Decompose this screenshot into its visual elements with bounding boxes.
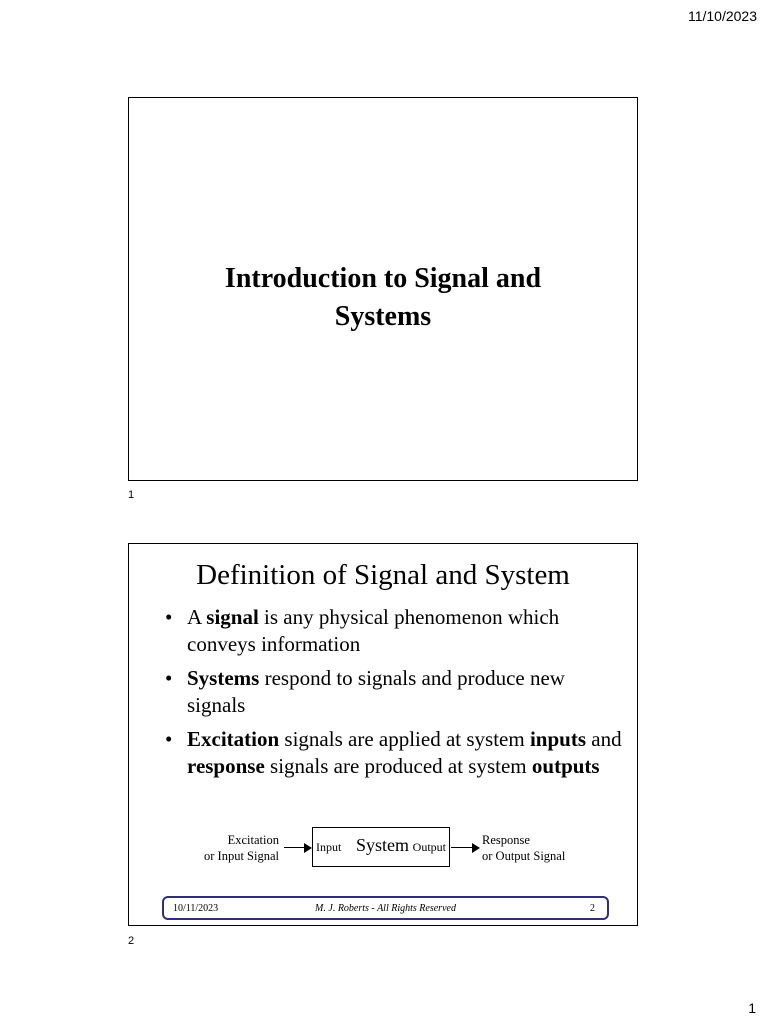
bullet-bold-text: inputs <box>529 727 586 751</box>
slide-1-title-line-1: Introduction to Signal and <box>224 263 542 294</box>
response-label-line-1: Response <box>482 833 530 847</box>
bullet-text: signals are produced at system <box>264 754 532 778</box>
slide-1 <box>128 97 638 481</box>
system-diagram <box>129 824 639 874</box>
bullet-bold-text: outputs <box>531 754 600 778</box>
bullet-item <box>163 665 623 719</box>
bullet-text: and <box>586 727 622 751</box>
response-label-line-2: or Output Signal <box>482 849 566 863</box>
output-arrow-icon <box>451 847 479 848</box>
bullet-bold-text: response <box>187 754 265 778</box>
bullet-text: A <box>187 605 207 629</box>
bullet-item <box>163 604 623 658</box>
input-arrow-icon <box>284 847 311 848</box>
bullet-dot-icon: • <box>165 666 173 690</box>
system-box <box>312 827 450 867</box>
slide-1-title-line-2: Systems <box>334 301 432 332</box>
slide-1-title <box>129 260 637 336</box>
response-label <box>482 832 565 864</box>
bullet-text: signals are applied at system <box>279 727 530 751</box>
slide-2 <box>128 543 638 926</box>
excitation-label-line-1: Excitation <box>227 833 279 847</box>
excitation-label-line-2: or Input Signal <box>204 849 279 863</box>
page-number: 1 <box>748 1000 756 1016</box>
slide-2-title: Definition of Signal and System <box>196 559 570 591</box>
bullet-bold-text: signal <box>206 605 259 629</box>
system-input-label: Input <box>316 840 342 854</box>
bullet-bold-text: Systems <box>187 666 260 690</box>
slide-2-number: 2 <box>128 935 135 947</box>
bullet-item <box>163 726 623 780</box>
footer-copyright: M. J. Roberts - All Rights Reserved <box>315 903 456 914</box>
slide-1-number: 1 <box>128 489 135 501</box>
bullet-list <box>163 604 623 787</box>
header-date: 11/10/2023 <box>687 8 757 24</box>
excitation-label <box>204 832 279 864</box>
system-name: System <box>356 835 410 855</box>
bullet-bold-text: Excitation <box>187 727 280 751</box>
bullet-text: is any physical phenomenon which conveys information <box>187 605 560 656</box>
footer-date: 10/11/2023 <box>173 903 219 914</box>
bullet-dot-icon: • <box>165 727 173 751</box>
bullet-text: respond to signals and produce new signals <box>187 666 565 717</box>
slide-footer <box>162 896 609 920</box>
system-output-label: Output <box>412 840 446 854</box>
bullet-dot-icon: • <box>165 605 173 629</box>
footer-slide-number: 2 <box>590 903 595 914</box>
